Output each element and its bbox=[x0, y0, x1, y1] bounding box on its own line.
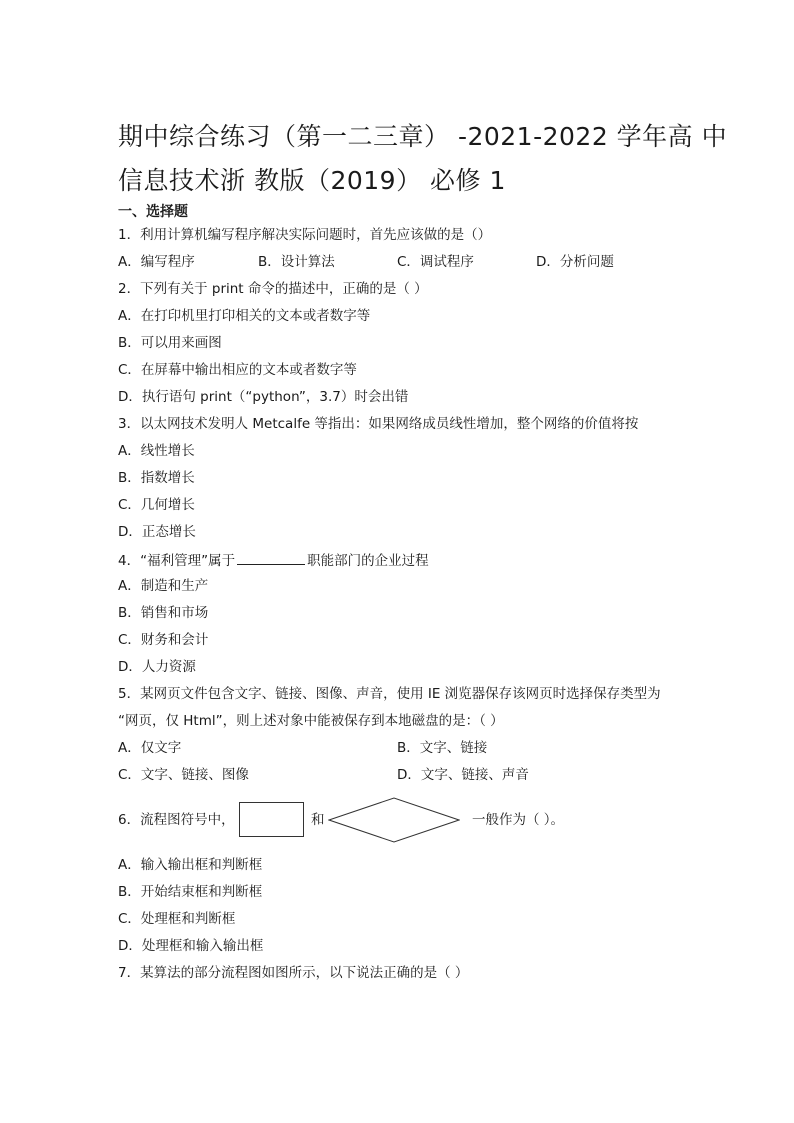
question-1-option-c: C．调试程序 bbox=[397, 254, 474, 270]
question-4-stem-start: 4．“福利管理”属于 bbox=[118, 553, 236, 569]
answer-blank bbox=[237, 550, 305, 565]
question-3-option-a: A．线性增长 bbox=[118, 443, 195, 459]
question-4-option-d: D．人力资源 bbox=[118, 659, 196, 675]
question-3-option-c: C．几何增长 bbox=[118, 497, 195, 513]
question-6-stem-start: 6．流程图符号中， bbox=[118, 812, 235, 828]
question-4-stem bbox=[118, 550, 429, 570]
question-6-stem-and: 和 bbox=[311, 812, 325, 828]
process-box-symbol bbox=[239, 802, 304, 837]
question-5-stem: 5．某网页文件包含文字、链接、图像、声音，使用 IE 浏览器保存该网页时选择保存类型为 bbox=[118, 686, 661, 702]
question-1-option-a: A．编写程序 bbox=[118, 254, 195, 270]
question-2-option-c: C．在屏幕中输出相应的文本或者数字等 bbox=[118, 362, 357, 378]
question-1-stem: 1．利用计算机编写程序解决实际问题时，首先应该做的是（） bbox=[118, 227, 492, 243]
question-1-option-d: D．分析问题 bbox=[536, 254, 614, 270]
question-2-stem: 2．下列有关于 print 命令的描述中，正确的是（ ） bbox=[118, 281, 428, 297]
question-6-option-b: B．开始结束框和判断框 bbox=[118, 884, 263, 900]
question-5-option-c: C．文字、链接、图像 bbox=[118, 767, 249, 783]
question-6-stem-end: 一般作为（ ）。 bbox=[472, 812, 565, 828]
question-1-option-b: B．设计算法 bbox=[258, 254, 335, 270]
decision-diamond-symbol bbox=[328, 797, 460, 843]
question-7-stem: 7．某算法的部分流程图如图所示，以下说法正确的是（ ） bbox=[118, 965, 469, 981]
question-6-option-c: C．处理框和判断框 bbox=[118, 911, 236, 927]
document-title-line-1: 期中综合练习（第一二三章） -2021-2022 学年高 中 bbox=[118, 122, 728, 151]
question-4-option-a: A．制造和生产 bbox=[118, 578, 209, 594]
document-title-line-2: 信息技术浙 教版（2019） 必修 1 bbox=[118, 166, 506, 195]
question-5-option-a: A．仅文字 bbox=[118, 740, 182, 756]
question-3-option-b: B．指数增长 bbox=[118, 470, 195, 486]
question-5-option-d: D．文字、链接、声音 bbox=[397, 767, 529, 783]
question-6-option-d: D．处理框和输入输出框 bbox=[118, 938, 264, 954]
question-6-option-a: A．输入输出框和判断框 bbox=[118, 857, 263, 873]
question-4-stem-end: 职能部门的企业过程 bbox=[307, 553, 429, 569]
question-2-option-d: D．执行语句 print（“python”，3.7）时会出错 bbox=[118, 389, 409, 405]
question-3-stem: 3．以太网技术发明人 Metcalfe 等指出：如果网络成员线性增加，整个网络的价值将按 bbox=[118, 416, 639, 432]
question-4-option-c: C．财务和会计 bbox=[118, 632, 209, 648]
question-5-stem-continued: “网页，仅 Html”，则上述对象中能被保存到本地磁盘的是：（ ） bbox=[118, 713, 504, 729]
question-4-option-b: B．销售和市场 bbox=[118, 605, 209, 621]
question-3-option-d: D．正态增长 bbox=[118, 524, 196, 540]
question-2-option-a: A．在打印机里打印相关的文本或者数字等 bbox=[118, 308, 371, 324]
question-2-option-b: B．可以用来画图 bbox=[118, 335, 222, 351]
section-heading: 一、选择题 bbox=[118, 204, 188, 220]
question-5-option-b: B．文字、链接 bbox=[397, 740, 488, 756]
